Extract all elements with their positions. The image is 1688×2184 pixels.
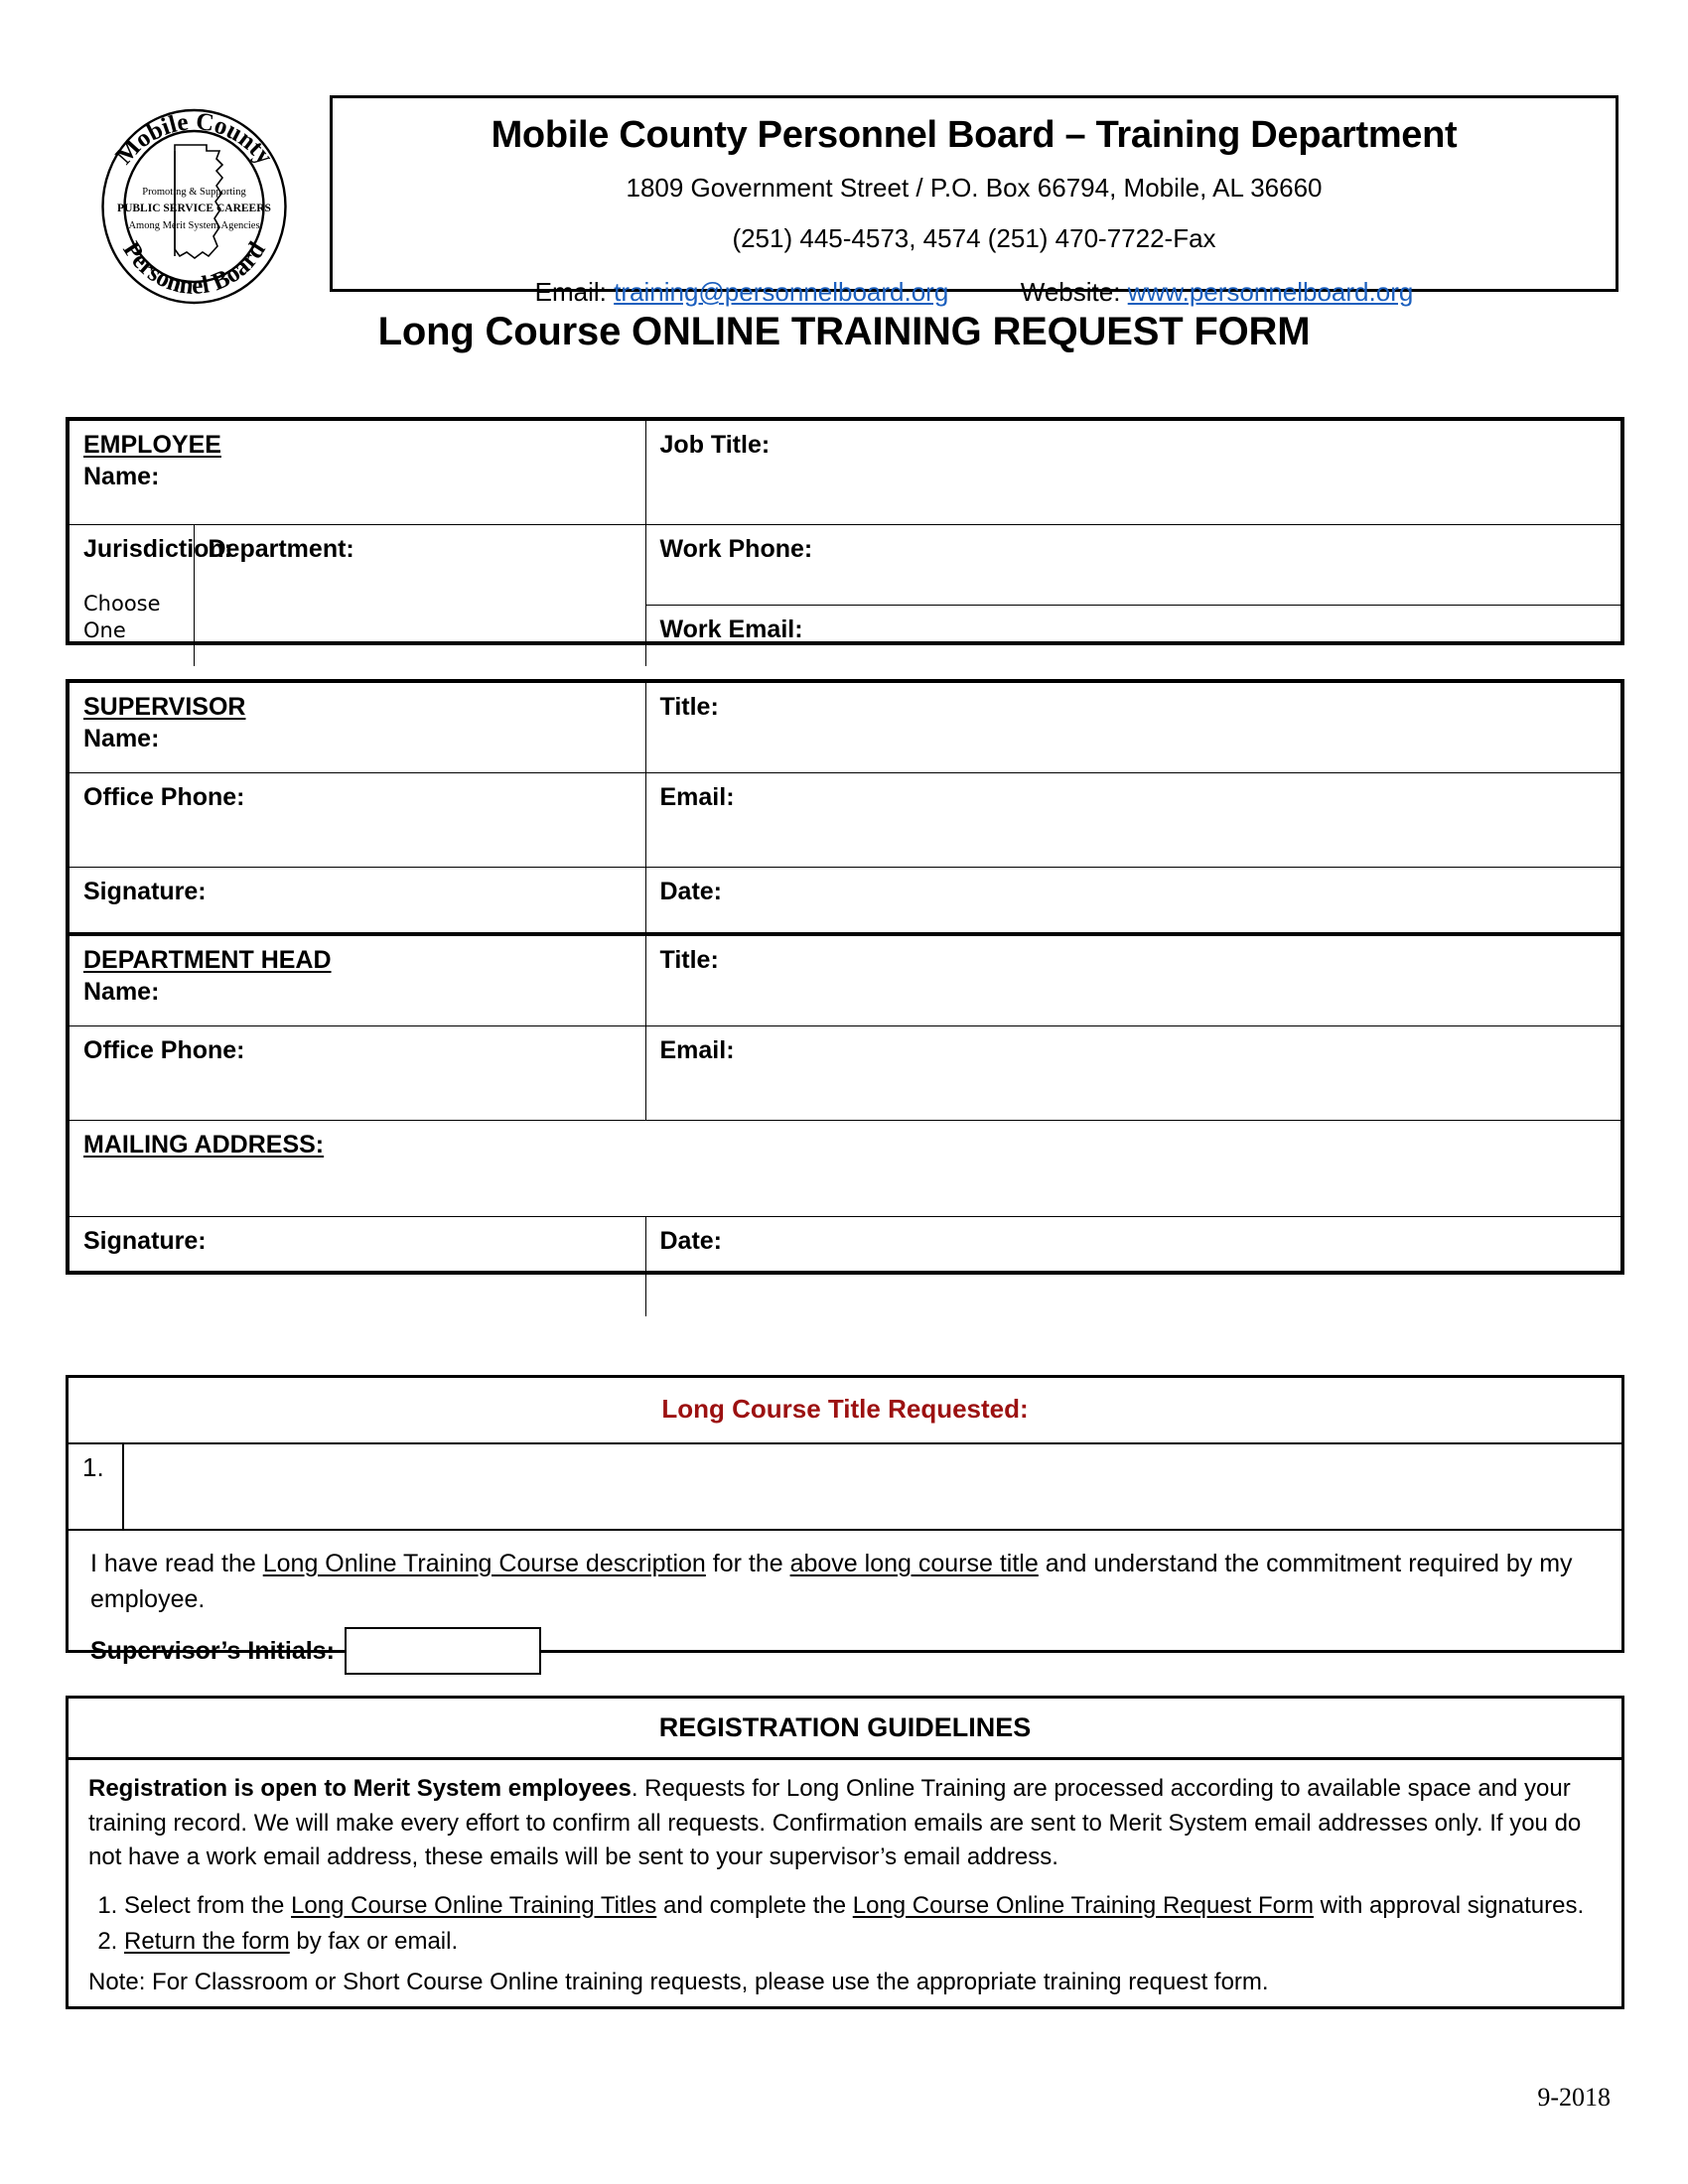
guidelines-steps — [88, 1889, 1602, 1960]
attest-part-1: I have read the — [90, 1550, 263, 1577]
course-row-number: 1. — [69, 1444, 124, 1529]
seal-inner-line-3: Among Merit System Agencies — [128, 220, 260, 231]
step2-rest: by fax or email. — [289, 1928, 459, 1956]
dept-head-name-label: Name: — [83, 978, 160, 1006]
jurisdiction-label: Jurisdiction: — [83, 535, 233, 563]
dept-head-section-label: DEPARTMENT HEAD — [83, 946, 332, 974]
guidelines-step-2 — [124, 1925, 1602, 1960]
website-link[interactable]: www.personnelboard.org — [1127, 277, 1414, 308]
department-cell[interactable] — [194, 525, 645, 667]
course-entry-row — [69, 1444, 1621, 1531]
dept-head-signature-cell[interactable] — [70, 1217, 645, 1317]
form-title: Long Course ONLINE TRAINING REQUEST FORM — [377, 310, 1311, 353]
employee-section — [66, 417, 1624, 645]
supervisor-initials-input[interactable] — [345, 1627, 541, 1675]
dept-head-date-label: Date: — [659, 1227, 723, 1255]
registration-guidelines-section — [66, 1696, 1624, 2009]
supervisor-name-cell[interactable] — [70, 683, 645, 773]
department-label: Department: — [208, 535, 354, 563]
supervisor-section-label: SUPERVISOR — [83, 693, 246, 721]
attestation-text — [69, 1531, 1621, 1617]
mailing-address-cell[interactable] — [70, 1121, 1620, 1217]
seal-inner-line-2: PUBLIC SERVICE CAREERS — [117, 203, 271, 214]
step1-part-3: with approval signatures. — [1314, 1891, 1585, 1919]
website-label: Website: — [1020, 277, 1121, 308]
attest-part-3: and understand the commitment required by my employee. — [90, 1550, 1573, 1613]
job-title-label: Job Title: — [659, 431, 771, 459]
supervisor-section — [66, 679, 1624, 932]
guidelines-intro-rest: . Requests for Long Online Training are processed according to available space and your training record. We will make every effort to confirm all requests. Confirmation emails are sent to Merit System email addresses only. If you do not have a work email address, these emails will be sent to your supervisor’s email address. — [88, 1775, 1582, 1871]
seal-top-arc-text: Mobile County — [110, 107, 278, 170]
personnel-board-seal-logo — [87, 107, 301, 306]
dept-head-title-label: Title: — [659, 946, 719, 974]
document-header — [0, 95, 1688, 314]
guidelines-note: Note: For Classroom or Short Course Online training requests, please use the appropriate training request form. — [88, 1968, 1269, 1995]
step2-link-return-form[interactable]: Return the form — [124, 1928, 290, 1956]
jurisdiction-select-value[interactable]: Choose One — [83, 592, 161, 642]
attest-link-course-description[interactable]: Long Online Training Course description — [262, 1550, 706, 1577]
dept-head-date-cell[interactable] — [645, 1217, 1620, 1317]
course-request-heading: Long Course Title Requested: — [69, 1378, 1621, 1444]
guidelines-step-1 — [124, 1889, 1602, 1924]
supervisor-office-phone-label: Office Phone: — [83, 783, 245, 811]
supervisor-email-label: Email: — [659, 783, 735, 811]
supervisor-date-label: Date: — [659, 878, 723, 905]
org-info-box — [330, 95, 1618, 308]
work-phone-label: Work Phone: — [659, 535, 813, 563]
supervisor-office-phone-cell[interactable] — [70, 773, 645, 868]
supervisor-signature-label: Signature: — [83, 878, 207, 905]
org-contact-line — [333, 276, 1616, 310]
course-request-section — [66, 1375, 1624, 1665]
dept-head-name-cell[interactable] — [70, 936, 645, 1026]
employee-section-label: EMPLOYEE — [83, 431, 221, 459]
seal-bottom-arc-text: Personnel Board — [117, 237, 271, 301]
revision-date: 9-2018 — [1537, 2083, 1611, 2112]
org-title: Mobile County Personnel Board – Training Department — [491, 114, 1458, 156]
guidelines-intro-bold: Registration is open to Merit System employees — [88, 1775, 632, 1802]
course-title-input[interactable] — [124, 1444, 1621, 1529]
dept-head-title-cell[interactable] — [645, 936, 1620, 1026]
attest-part-2: for the — [705, 1550, 790, 1577]
attest-link-above-title[interactable]: above long course title — [789, 1550, 1039, 1577]
seal-inner-line-1: Promoting & Supporting — [142, 187, 246, 198]
supervisor-initials-row — [69, 1627, 1621, 1675]
step1-part-2: and complete the — [656, 1891, 853, 1919]
dept-head-office-phone-label: Office Phone: — [83, 1036, 245, 1064]
dept-head-email-cell[interactable] — [645, 1026, 1620, 1121]
mailing-address-label: MAILING ADDRESS: — [83, 1131, 325, 1159]
dept-head-signature-label: Signature: — [83, 1227, 207, 1255]
supervisor-initials-label: Supervisor’s Initials: — [90, 1636, 335, 1665]
org-address: 1809 Government Street / P.O. Box 66794, Mobile, AL 36660 — [626, 172, 1323, 203]
guidelines-body — [69, 1760, 1621, 1999]
jurisdiction-cell[interactable] — [70, 525, 233, 667]
guidelines-intro — [88, 1772, 1602, 1875]
work-email-label: Work Email: — [659, 615, 803, 643]
email-link[interactable]: training@personnelboard.org — [614, 277, 949, 308]
supervisor-title-cell[interactable] — [645, 683, 1620, 773]
department-head-section — [66, 932, 1624, 1275]
supervisor-title-label: Title: — [659, 693, 719, 721]
guidelines-heading: REGISTRATION GUIDELINES — [69, 1699, 1621, 1760]
job-title-cell[interactable] — [645, 421, 1620, 525]
step1-link-titles[interactable]: Long Course Online Training Titles — [291, 1891, 657, 1919]
employee-name-label: Name: — [83, 463, 160, 490]
supervisor-email-cell[interactable] — [645, 773, 1620, 868]
email-label: Email: — [534, 277, 607, 308]
supervisor-name-label: Name: — [83, 725, 160, 752]
work-phone-cell[interactable] — [645, 525, 1620, 606]
step1-link-request-form[interactable]: Long Course Online Training Request Form — [852, 1891, 1314, 1919]
org-phone-numbers: (251) 445-4573, 4574 (251) 470-7722-Fax — [732, 223, 1216, 254]
work-email-cell[interactable] — [645, 606, 1620, 667]
employee-name-cell[interactable] — [70, 421, 645, 525]
dept-head-email-label: Email: — [659, 1036, 735, 1064]
step1-part-1: Select from the — [124, 1891, 292, 1919]
dept-head-office-phone-cell[interactable] — [70, 1026, 645, 1121]
